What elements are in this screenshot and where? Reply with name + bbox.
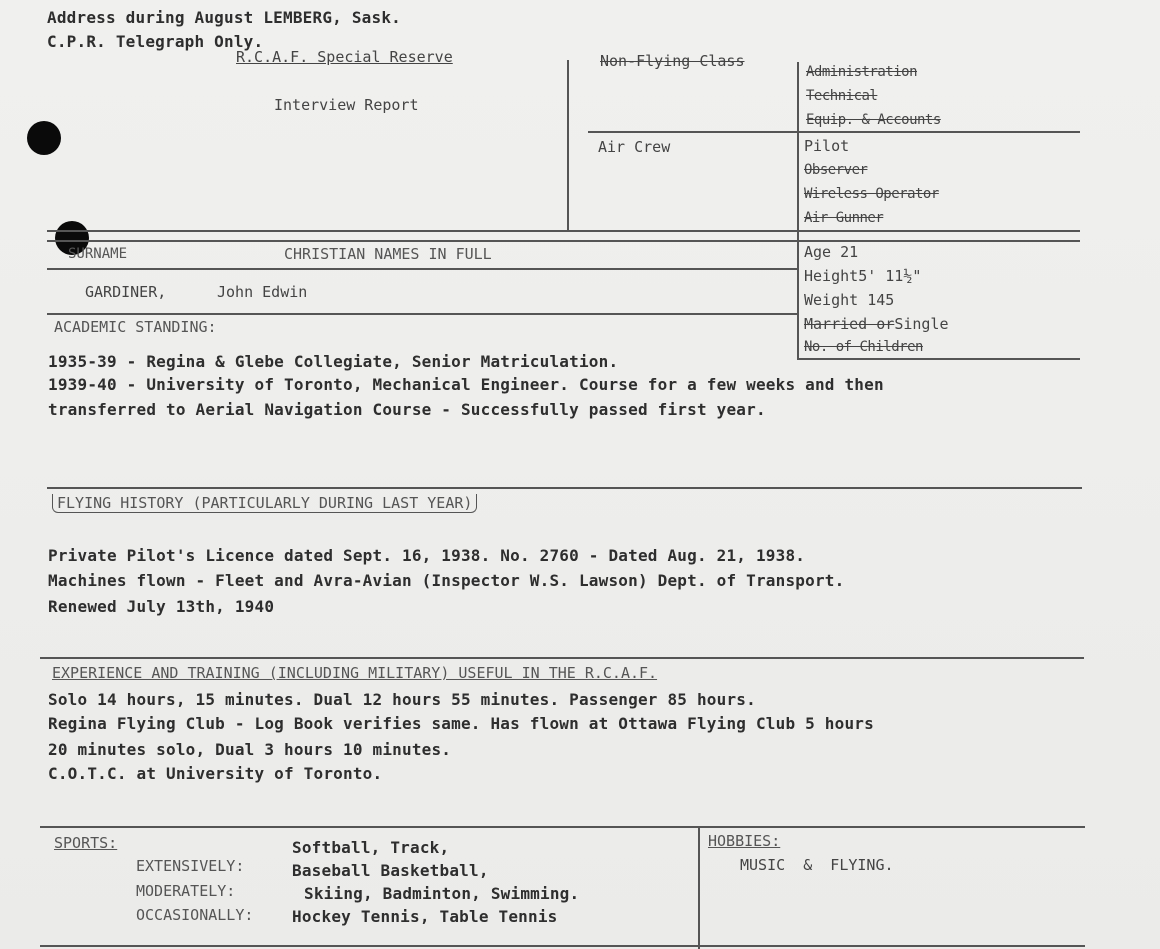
flying-label-text: FLYING HISTORY (PARTICULARLY DURING LAST YEAR) <box>52 494 477 513</box>
academic-line-1: 1935-39 - Regina & Glebe Collegiate, Senior Matriculation. <box>48 352 619 371</box>
christian-names-label: CHRISTIAN NAMES IN FULL <box>284 245 492 263</box>
experience-line-2: Regina Flying Club - Log Book verifies same. Has flown at Ottawa Flying Club 5 hours <box>48 714 874 733</box>
aircrew-item-wireless: Wireless Operator <box>804 186 939 202</box>
header-divider-left <box>567 60 569 230</box>
married-row <box>804 315 949 333</box>
experience-top-rule <box>40 657 1084 659</box>
weight-label: Weight <box>804 291 859 309</box>
sports-value-3: Skiing, Badminton, Swimming. <box>304 884 580 903</box>
height-label: Height <box>804 267 859 285</box>
aircrew-label: Air Crew <box>598 138 671 156</box>
sports-label: SPORTS: <box>54 834 118 852</box>
sports-level-occasional: OCCASIONALLY: <box>136 906 254 924</box>
personal-second-rule <box>47 240 1080 242</box>
reserve-title: R.C.A.F. Special Reserve <box>236 48 453 66</box>
page-bottom-rule <box>40 945 1085 947</box>
non-flying-item-3: Equip. & Accounts <box>806 112 941 128</box>
non-flying-item-2: Technical <box>806 88 878 104</box>
sports-level-extensive: EXTENSIVELY: <box>136 857 245 875</box>
sports-top-rule <box>40 826 1085 828</box>
report-title: Interview Report <box>274 96 419 114</box>
age-row <box>804 243 858 261</box>
experience-line-4: C.O.T.C. at University of Toronto. <box>48 764 383 783</box>
age-value: 21 <box>840 243 859 261</box>
academic-line-2: 1939-40 - University of Toronto, Mechanical Engineer. Course for a few weeks and then <box>48 375 884 394</box>
sports-value-1: Softball, Track, <box>292 838 450 857</box>
christian-names-value: John Edwin <box>217 283 308 301</box>
address-line: Address during August LEMBERG, Sask. <box>47 8 401 27</box>
telegraph-line: C.P.R. Telegraph Only. <box>47 32 264 51</box>
academic-top-rule <box>47 313 797 315</box>
hobbies-label: HOBBIES: <box>708 832 781 850</box>
punch-hole-top <box>27 121 61 155</box>
aircrew-item-gunner: Air Gunner <box>804 210 884 226</box>
surname-label: SURNAME <box>68 246 128 262</box>
flying-label <box>52 494 477 512</box>
hobbies-value: MUSIC & FLYING. <box>740 856 894 874</box>
sports-hobbies-divider <box>698 826 700 949</box>
children-label: No. of Children <box>804 339 923 355</box>
header-divider-right <box>797 62 799 360</box>
flying-line-2: Machines flown - Fleet and Avra-Avian (Inspector W.S. Lawson) Dept. of Transport. <box>48 571 845 590</box>
flying-line-3: Renewed July 13th, 1940 <box>48 597 275 616</box>
aircrew-rule <box>588 131 1080 133</box>
height-value: 5' 11½" <box>858 267 922 285</box>
weight-row <box>804 291 894 309</box>
non-flying-label: Non-Flying Class <box>600 52 745 70</box>
aircrew-item-observer: Observer <box>804 162 868 178</box>
height-row <box>804 267 921 285</box>
surname-value: GARDINER, <box>85 283 167 301</box>
non-flying-item-1: Administration <box>806 64 918 80</box>
experience-label: EXPERIENCE AND TRAINING (INCLUDING MILITARY) USEFUL IN THE R.C.A.F. <box>52 664 658 682</box>
personal-bottom-rule <box>797 358 1080 360</box>
sports-level-moderate: MODERATELY: <box>136 882 236 900</box>
married-label: Married or <box>804 315 895 333</box>
sports-value-2: Baseball Basketball, <box>292 861 489 880</box>
personal-top-rule <box>47 230 1080 232</box>
flying-top-rule <box>47 487 1082 489</box>
weight-value: 145 <box>867 291 895 309</box>
academic-label: ACADEMIC STANDING: <box>54 318 217 336</box>
sports-value-4: Hockey Tennis, Table Tennis <box>292 907 558 926</box>
academic-line-3: transferred to Aerial Navigation Course - Successfully passed first year. <box>48 400 766 419</box>
age-label: Age <box>804 243 832 261</box>
experience-line-3: 20 minutes solo, Dual 3 hours 10 minutes. <box>48 740 452 759</box>
married-value: Single <box>894 315 949 333</box>
names-divider <box>47 268 797 270</box>
experience-line-1: Solo 14 hours, 15 minutes. Dual 12 hours 55 minutes. Passenger 85 hours. <box>48 690 756 709</box>
aircrew-item-pilot: Pilot <box>804 137 850 155</box>
flying-line-1: Private Pilot's Licence dated Sept. 16, 1938. No. 2760 - Dated Aug. 21, 1938. <box>48 546 806 565</box>
